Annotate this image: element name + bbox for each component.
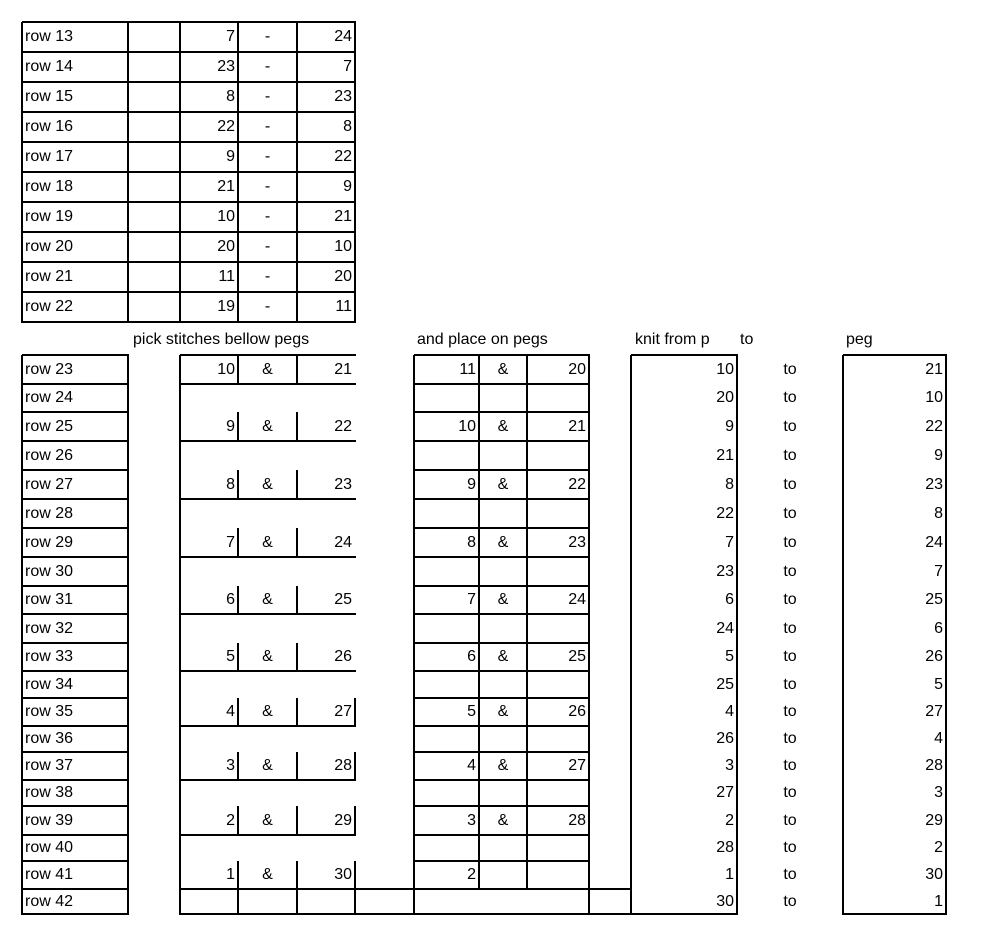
knit-to-peg-cell[interactable]: 2 bbox=[934, 839, 943, 856]
place-ampersand-cell[interactable]: & bbox=[497, 648, 509, 665]
knit-to-peg-cell[interactable]: 7 bbox=[934, 562, 943, 580]
pick-ampersand-cell[interactable] bbox=[238, 726, 297, 752]
pick-peg-a-cell[interactable]: 2 bbox=[226, 811, 235, 829]
row-label[interactable]: row 40 bbox=[25, 839, 74, 856]
knit-to-peg-cell[interactable]: 30 bbox=[925, 866, 943, 883]
place-peg-a-cell[interactable] bbox=[414, 835, 479, 861]
place-peg-b-cell[interactable] bbox=[527, 780, 589, 806]
row-label[interactable]: row 29 bbox=[25, 533, 74, 551]
place-peg-b-cell[interactable]: 22 bbox=[568, 475, 586, 493]
dash-cell[interactable]: - bbox=[264, 58, 271, 75]
peg-to-cell[interactable]: 10 bbox=[334, 238, 352, 255]
pick-peg-a-cell[interactable] bbox=[180, 441, 238, 470]
knit-from-peg-cell[interactable]: 1 bbox=[725, 866, 734, 883]
peg-from-cell[interactable]: 20 bbox=[217, 238, 235, 255]
row-label[interactable]: row 14 bbox=[25, 58, 74, 75]
dash-cell[interactable]: - bbox=[264, 298, 271, 315]
peg-from-cell[interactable]: 9 bbox=[226, 148, 235, 165]
pick-ampersand-cell[interactable]: & bbox=[262, 757, 273, 774]
pick-peg-b-cell[interactable] bbox=[297, 889, 355, 914]
place-ampersand-cell[interactable]: & bbox=[497, 703, 509, 720]
row-label[interactable]: row 27 bbox=[25, 475, 74, 493]
place-peg-a-cell[interactable]: 2 bbox=[467, 866, 476, 883]
pick-ampersand-cell[interactable] bbox=[238, 780, 297, 806]
pick-peg-a-cell[interactable]: 4 bbox=[226, 703, 235, 720]
pick-peg-a-cell[interactable]: 3 bbox=[226, 757, 235, 774]
knit-from-peg-cell[interactable]: 30 bbox=[716, 892, 734, 910]
pick-ampersand-cell[interactable]: & bbox=[262, 703, 273, 720]
row-label[interactable]: row 36 bbox=[25, 730, 74, 747]
place-ampersand-cell[interactable]: & bbox=[497, 533, 509, 551]
header-peg: peg bbox=[846, 331, 873, 348]
peg-from-cell[interactable]: 10 bbox=[217, 208, 235, 225]
to-word-cell[interactable]: to bbox=[783, 839, 797, 856]
row-label[interactable]: row 21 bbox=[25, 268, 74, 285]
knit-to-peg-cell[interactable]: 22 bbox=[925, 417, 943, 435]
place-peg-a-cell[interactable] bbox=[414, 441, 479, 470]
pick-peg-a-cell[interactable] bbox=[180, 384, 238, 412]
peg-to-cell[interactable]: 7 bbox=[343, 58, 352, 75]
place-ampersand-cell[interactable] bbox=[479, 780, 527, 806]
knit-from-peg-cell[interactable]: 4 bbox=[725, 703, 734, 720]
peg-to-cell[interactable]: 11 bbox=[335, 298, 352, 315]
grid-line-horizontal bbox=[355, 888, 415, 890]
knit-to-peg-cell[interactable]: 4 bbox=[934, 730, 943, 747]
to-word-cell[interactable]: to bbox=[783, 784, 797, 801]
place-ampersand-cell[interactable] bbox=[479, 835, 527, 861]
knit-to-peg-cell[interactable]: 3 bbox=[934, 784, 943, 801]
pick-ampersand-cell[interactable] bbox=[238, 614, 297, 643]
place-peg-a-cell[interactable] bbox=[414, 499, 479, 528]
pick-peg-b-cell[interactable]: 25 bbox=[334, 591, 352, 608]
to-word-cell[interactable]: to bbox=[783, 417, 797, 435]
to-word-cell[interactable]: to bbox=[783, 892, 797, 910]
knit-to-peg-cell[interactable]: 1 bbox=[934, 892, 943, 910]
pick-peg-b-cell[interactable]: 29 bbox=[334, 811, 352, 829]
place-ampersand-cell[interactable] bbox=[479, 557, 527, 586]
place-ampersand-cell[interactable]: & bbox=[497, 417, 509, 435]
place-peg-a-cell[interactable] bbox=[414, 384, 479, 412]
pick-peg-a-cell[interactable]: 1 bbox=[226, 866, 235, 883]
peg-from-cell[interactable]: 21 bbox=[217, 178, 235, 195]
pick-ampersand-cell[interactable] bbox=[238, 835, 297, 861]
place-ampersand-cell[interactable] bbox=[479, 726, 527, 752]
header-pick-stitches: pick stitches bellow pegs bbox=[133, 331, 310, 348]
knit-to-peg-cell[interactable]: 6 bbox=[934, 619, 943, 637]
place-peg-a-cell[interactable]: 9 bbox=[467, 475, 476, 493]
dash-cell[interactable]: - bbox=[264, 28, 271, 45]
place-peg-a-cell[interactable] bbox=[414, 557, 479, 586]
place-peg-b-cell[interactable] bbox=[527, 384, 589, 412]
header-knit-from: knit from p bbox=[635, 332, 710, 348]
place-peg-b-cell[interactable]: 26 bbox=[568, 703, 586, 720]
pick-ampersand-cell[interactable]: & bbox=[262, 533, 273, 551]
place-peg-b-cell[interactable] bbox=[527, 835, 589, 861]
dash-cell[interactable]: - bbox=[264, 178, 271, 195]
pick-peg-b-cell[interactable] bbox=[297, 441, 355, 470]
dash-cell[interactable]: - bbox=[264, 88, 271, 105]
place-peg-b-cell[interactable] bbox=[527, 499, 589, 528]
row-label[interactable]: row 31 bbox=[25, 591, 74, 608]
pick-peg-b-cell[interactable] bbox=[297, 499, 355, 528]
place-peg-b-cell[interactable] bbox=[527, 726, 589, 752]
to-word-cell[interactable]: to bbox=[783, 675, 797, 693]
knit-to-peg-cell[interactable]: 25 bbox=[925, 591, 943, 608]
peg-to-cell[interactable]: 24 bbox=[334, 28, 352, 45]
place-peg-b-cell[interactable]: 27 bbox=[568, 757, 586, 774]
to-word-cell[interactable]: to bbox=[783, 360, 797, 378]
row-label[interactable]: row 13 bbox=[25, 28, 74, 45]
row-label[interactable]: row 30 bbox=[25, 562, 74, 580]
peg-to-cell[interactable]: 20 bbox=[334, 268, 352, 285]
peg-from-cell[interactable]: 23 bbox=[217, 58, 235, 75]
to-word-cell[interactable]: to bbox=[783, 730, 797, 747]
place-peg-b-cell[interactable] bbox=[527, 441, 589, 470]
place-peg-b-cell[interactable] bbox=[527, 557, 589, 586]
knit-from-peg-cell[interactable]: 27 bbox=[716, 784, 734, 801]
place-ampersand-cell[interactable] bbox=[479, 861, 527, 889]
pick-peg-a-cell[interactable]: 6 bbox=[226, 591, 235, 608]
pick-peg-b-cell[interactable] bbox=[297, 780, 355, 806]
place-peg-a-cell[interactable]: 5 bbox=[467, 703, 476, 720]
pick-peg-b-cell[interactable] bbox=[297, 726, 355, 752]
knit-from-peg-cell[interactable]: 8 bbox=[725, 475, 734, 493]
knit-to-peg-cell[interactable]: 5 bbox=[934, 675, 943, 693]
pick-peg-a-cell[interactable] bbox=[180, 671, 238, 698]
knit-to-peg-cell[interactable]: 21 bbox=[925, 360, 943, 378]
place-peg-a-cell[interactable]: 10 bbox=[458, 417, 476, 435]
knit-from-peg-cell[interactable]: 21 bbox=[716, 446, 734, 464]
knit-to-peg-cell[interactable]: 27 bbox=[925, 703, 943, 720]
place-ampersand-cell[interactable]: & bbox=[497, 811, 509, 829]
pick-peg-b-cell[interactable]: 30 bbox=[334, 866, 352, 883]
place-peg-a-cell[interactable]: 11 bbox=[459, 360, 476, 378]
dash-cell[interactable]: - bbox=[264, 208, 271, 225]
grid-line-horizontal bbox=[589, 913, 632, 915]
place-peg-b-cell[interactable]: 28 bbox=[568, 811, 586, 829]
pick-ampersand-cell[interactable] bbox=[238, 557, 297, 586]
pick-ampersand-cell[interactable]: & bbox=[262, 811, 273, 829]
knit-from-peg-cell[interactable]: 22 bbox=[716, 504, 734, 522]
knit-to-peg-cell[interactable]: 29 bbox=[925, 811, 943, 829]
pick-ampersand-cell[interactable] bbox=[238, 671, 297, 698]
place-peg-b-cell[interactable] bbox=[527, 889, 589, 914]
row-label[interactable]: row 25 bbox=[25, 417, 74, 435]
to-word-cell[interactable]: to bbox=[783, 866, 797, 883]
row-label[interactable]: row 28 bbox=[25, 504, 74, 522]
to-word-cell[interactable]: to bbox=[783, 591, 797, 608]
knit-from-peg-cell[interactable]: 20 bbox=[716, 389, 734, 406]
to-word-cell[interactable]: to bbox=[783, 811, 797, 829]
pick-peg-b-cell[interactable] bbox=[297, 835, 355, 861]
row-label[interactable]: row 38 bbox=[25, 784, 74, 801]
knit-to-peg-cell[interactable]: 23 bbox=[925, 475, 943, 493]
peg-to-cell[interactable]: 8 bbox=[343, 118, 352, 135]
pick-ampersand-cell[interactable] bbox=[238, 441, 297, 470]
pick-ampersand-cell[interactable] bbox=[238, 889, 297, 914]
to-word-cell[interactable]: to bbox=[783, 475, 797, 493]
knit-to-peg-cell[interactable]: 28 bbox=[925, 757, 943, 774]
knit-to-peg-cell[interactable]: 8 bbox=[934, 504, 943, 522]
grid-line-horizontal bbox=[589, 888, 632, 890]
pick-peg-a-cell[interactable]: 8 bbox=[226, 475, 235, 493]
pick-ampersand-cell[interactable]: & bbox=[262, 591, 273, 608]
row-label[interactable]: row 20 bbox=[25, 238, 74, 255]
pick-peg-b-cell[interactable]: 23 bbox=[334, 475, 352, 493]
place-peg-b-cell[interactable]: 23 bbox=[568, 533, 586, 551]
row-label[interactable]: row 35 bbox=[25, 703, 74, 720]
grid-line-horizontal bbox=[355, 913, 415, 915]
dash-cell[interactable]: - bbox=[264, 268, 271, 285]
pick-peg-b-cell[interactable] bbox=[297, 384, 355, 412]
pick-peg-b-cell[interactable]: 24 bbox=[334, 533, 352, 551]
knit-from-peg-cell[interactable]: 28 bbox=[716, 839, 734, 856]
knit-from-peg-cell[interactable]: 2 bbox=[725, 811, 734, 829]
header-place-on-pegs: and place on pegs bbox=[417, 331, 548, 348]
place-ampersand-cell[interactable] bbox=[479, 614, 527, 643]
dash-cell[interactable]: - bbox=[264, 118, 271, 135]
knit-to-peg-cell[interactable]: 10 bbox=[925, 389, 943, 406]
pick-peg-b-cell[interactable]: 28 bbox=[334, 757, 352, 774]
pick-peg-b-cell[interactable]: 21 bbox=[334, 360, 352, 378]
place-peg-b-cell[interactable]: 20 bbox=[568, 360, 586, 378]
peg-to-cell[interactable]: 9 bbox=[343, 178, 352, 195]
place-peg-a-cell[interactable] bbox=[414, 889, 479, 914]
to-word-cell[interactable]: to bbox=[783, 504, 797, 522]
knit-from-peg-cell[interactable]: 26 bbox=[716, 730, 734, 747]
place-ampersand-cell[interactable] bbox=[479, 671, 527, 698]
knit-from-peg-cell[interactable]: 3 bbox=[725, 757, 734, 774]
peg-from-cell[interactable]: 11 bbox=[218, 268, 235, 285]
header-to: to bbox=[740, 331, 754, 348]
peg-to-cell[interactable]: 21 bbox=[334, 208, 352, 225]
place-ampersand-cell[interactable] bbox=[479, 889, 527, 914]
place-peg-b-cell[interactable]: 21 bbox=[568, 417, 586, 435]
row-label[interactable]: row 42 bbox=[25, 892, 74, 910]
row-label[interactable]: row 19 bbox=[25, 208, 74, 225]
pick-peg-a-cell[interactable]: 5 bbox=[226, 648, 235, 665]
row-label[interactable]: row 23 bbox=[25, 360, 74, 378]
pick-ampersand-cell[interactable] bbox=[238, 384, 297, 412]
place-peg-a-cell[interactable] bbox=[414, 726, 479, 752]
pick-ampersand-cell[interactable]: & bbox=[262, 648, 273, 665]
pick-peg-a-cell[interactable] bbox=[180, 614, 238, 643]
pick-peg-a-cell[interactable] bbox=[180, 780, 238, 806]
pick-peg-a-cell[interactable]: 9 bbox=[226, 417, 235, 435]
row-label[interactable]: row 16 bbox=[25, 118, 74, 135]
pick-peg-b-cell[interactable]: 26 bbox=[334, 648, 352, 665]
pick-peg-a-cell[interactable] bbox=[180, 557, 238, 586]
place-peg-b-cell[interactable] bbox=[527, 614, 589, 643]
peg-to-cell[interactable]: 22 bbox=[334, 148, 352, 165]
place-peg-b-cell[interactable]: 24 bbox=[568, 591, 586, 608]
place-peg-b-cell[interactable] bbox=[527, 671, 589, 698]
knit-from-peg-cell[interactable]: 5 bbox=[725, 648, 734, 665]
row-label[interactable]: row 37 bbox=[25, 757, 74, 774]
place-ampersand-cell[interactable]: & bbox=[497, 757, 509, 774]
place-ampersand-cell[interactable] bbox=[479, 499, 527, 528]
knit-to-peg-cell[interactable]: 26 bbox=[925, 648, 943, 665]
pick-ampersand-cell[interactable]: & bbox=[262, 866, 273, 883]
pick-peg-a-cell[interactable] bbox=[180, 726, 238, 752]
row-label[interactable]: row 32 bbox=[25, 619, 74, 637]
pick-ampersand-cell[interactable]: & bbox=[262, 360, 273, 378]
knit-from-peg-cell[interactable]: 10 bbox=[716, 360, 734, 378]
peg-from-cell[interactable]: 22 bbox=[217, 118, 235, 135]
pick-peg-a-cell[interactable] bbox=[180, 835, 238, 861]
to-word-cell[interactable]: to bbox=[783, 757, 797, 774]
pick-peg-a-cell[interactable] bbox=[180, 889, 238, 914]
knit-to-peg-cell[interactable]: 24 bbox=[925, 533, 943, 551]
row-label[interactable]: row 24 bbox=[25, 389, 74, 406]
pick-peg-a-cell[interactable] bbox=[180, 499, 238, 528]
pick-ampersand-cell[interactable] bbox=[238, 499, 297, 528]
place-peg-b-cell[interactable] bbox=[527, 861, 589, 889]
place-ampersand-cell[interactable]: & bbox=[497, 591, 509, 608]
pick-peg-b-cell[interactable]: 22 bbox=[334, 417, 352, 435]
row-label[interactable]: row 17 bbox=[25, 148, 74, 165]
to-word-cell[interactable]: to bbox=[783, 389, 797, 406]
to-word-cell[interactable]: to bbox=[783, 562, 797, 580]
peg-from-cell[interactable]: 19 bbox=[217, 298, 235, 315]
place-ampersand-cell[interactable] bbox=[479, 441, 527, 470]
place-peg-a-cell[interactable] bbox=[414, 780, 479, 806]
knit-from-peg-cell[interactable]: 7 bbox=[725, 533, 734, 551]
knit-from-peg-cell[interactable]: 6 bbox=[725, 591, 734, 608]
row-label[interactable]: row 41 bbox=[25, 866, 74, 883]
row-label[interactable]: row 26 bbox=[25, 446, 74, 464]
place-peg-a-cell[interactable]: 7 bbox=[467, 591, 476, 608]
to-word-cell[interactable]: to bbox=[783, 446, 797, 464]
row-label[interactable]: row 22 bbox=[25, 298, 74, 315]
pick-ampersand-cell[interactable]: & bbox=[262, 417, 273, 435]
knit-from-peg-cell[interactable]: 25 bbox=[716, 675, 734, 693]
pick-peg-a-cell[interactable]: 10 bbox=[217, 360, 235, 378]
peg-from-cell[interactable]: 7 bbox=[226, 28, 235, 45]
dash-cell[interactable]: - bbox=[264, 148, 271, 165]
to-word-cell[interactable]: to bbox=[783, 703, 797, 720]
place-peg-b-cell[interactable]: 25 bbox=[568, 648, 586, 665]
knit-from-peg-cell[interactable]: 24 bbox=[716, 619, 734, 637]
knit-to-peg-cell[interactable]: 9 bbox=[934, 446, 943, 464]
place-peg-a-cell[interactable]: 6 bbox=[467, 648, 476, 665]
pick-peg-b-cell[interactable] bbox=[297, 614, 355, 643]
dash-cell[interactable]: - bbox=[264, 238, 271, 255]
to-word-cell[interactable]: to bbox=[783, 648, 797, 665]
knit-from-peg-cell[interactable]: 9 bbox=[725, 417, 734, 435]
row-label[interactable]: row 33 bbox=[25, 648, 74, 665]
pick-peg-b-cell[interactable]: 27 bbox=[334, 703, 352, 720]
peg-from-cell[interactable]: 8 bbox=[226, 88, 235, 105]
pick-peg-b-cell[interactable] bbox=[297, 671, 355, 698]
peg-to-cell[interactable]: 23 bbox=[334, 88, 352, 105]
knit-from-peg-cell[interactable]: 23 bbox=[716, 562, 734, 580]
place-peg-a-cell[interactable]: 4 bbox=[467, 757, 476, 774]
to-word-cell[interactable]: to bbox=[783, 619, 797, 637]
pick-ampersand-cell[interactable]: & bbox=[262, 475, 273, 493]
place-ampersand-cell[interactable] bbox=[479, 384, 527, 412]
row-label[interactable]: row 34 bbox=[25, 675, 74, 693]
place-ampersand-cell[interactable]: & bbox=[497, 360, 509, 378]
to-word-cell[interactable]: to bbox=[783, 533, 797, 551]
row-label[interactable]: row 39 bbox=[25, 811, 74, 829]
place-peg-a-cell[interactable] bbox=[414, 614, 479, 643]
row-label[interactable]: row 18 bbox=[25, 178, 74, 195]
place-peg-a-cell[interactable] bbox=[414, 671, 479, 698]
place-ampersand-cell[interactable]: & bbox=[497, 475, 509, 493]
pick-peg-b-cell[interactable] bbox=[297, 557, 355, 586]
place-peg-a-cell[interactable]: 3 bbox=[467, 811, 476, 829]
row-label[interactable]: row 15 bbox=[25, 88, 74, 105]
place-peg-a-cell[interactable]: 8 bbox=[467, 533, 476, 551]
pick-peg-a-cell[interactable]: 7 bbox=[226, 533, 235, 551]
